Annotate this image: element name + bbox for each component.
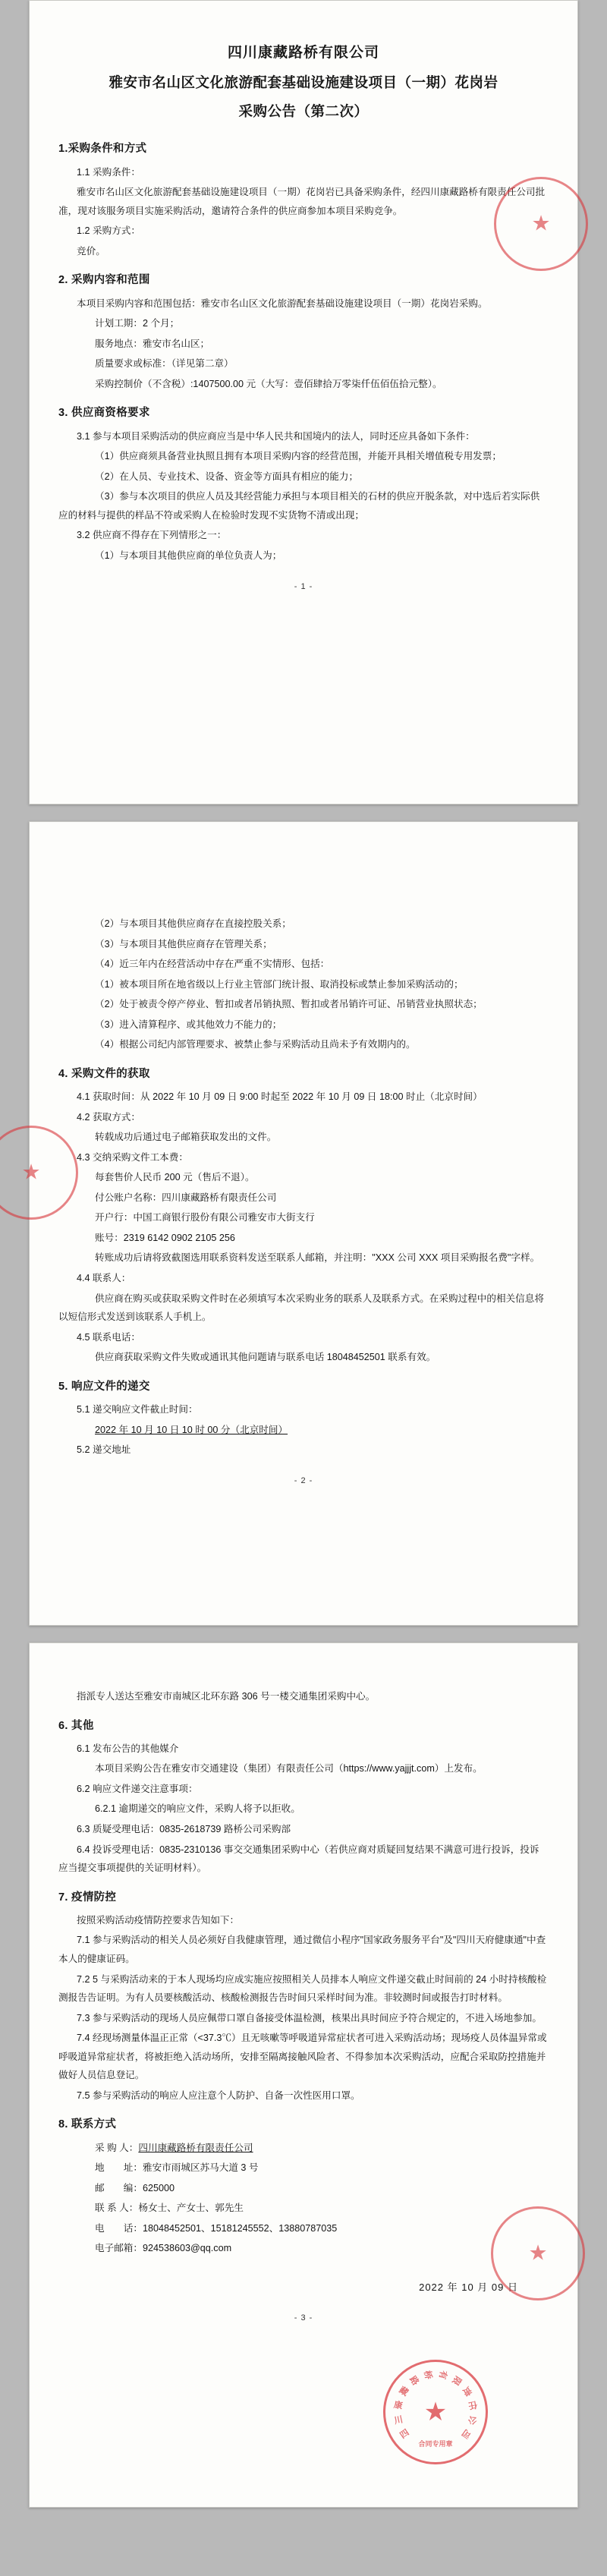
section-7-1: 7.1 参与采购活动的相关人员必须好自我健康管理，通过微信小程序"国家政务服务平台"及"四川天府健康通"中查本人的健康证码。 (58, 1935, 546, 1964)
section-5-heading: 5. 响应文件的递交 (58, 1380, 150, 1393)
company-name: 四川康藏路桥有限公司 (227, 44, 379, 61)
contact-label-postcode: 邮 编： (95, 2182, 143, 2193)
section-7-5: 7.5 参与采购活动的响应人应注意个人防护、自备一次性医用口罩。 (77, 2089, 360, 2101)
document-title-line1: 雅安市名山区文化旅游配套基础设施建设项目（一期）花岗岩 (109, 75, 498, 92)
section-6-4: 6.4 投诉受理电话：0835-2310136 事交交通集团采购中心（若供应商对质疑回复结果不满意可进行投诉，投诉应当提交事项提供的关证明材料）。 (58, 1844, 539, 1874)
section-1-1-body: 雅安市名山区文化旅游配套基础设施建设项目（一期）花岗岩已具备采购条件，经四川康藏路桥有限责任公司批准，现对该服务项目实施采购活动，邀请符合条件的供应商参加本项目采购竞争。 (58, 187, 546, 216)
contact-row-address (58, 2159, 549, 2178)
section-3-heading: 3. 供应商资格要求 (58, 407, 150, 420)
section-1-heading: 1.采购条件和方式 (58, 143, 147, 156)
section-2-control-price: 采购控制价（不含税）:1407500.00 元（大写：壹佰肆拾万零柒仟伍佰伍拾元整）。 (95, 378, 442, 389)
section-7-2: 7.2 5 与采购活动来的于本人现场均应成实施应按照相关人员排本人响应文件递交截止时间前的 24 小时持核酸检测报告告证明。为有人员要核酸活动、核酸检测报告告时间只采样时间为准。非较测时间或报告打时材料。 (58, 1973, 547, 2004)
section-7-heading: 7. 疫情防控 (58, 1891, 117, 1904)
section-7-4: 7.4 经现场测量体温正正常（<37.3℃）且无咳嗽等呼吸道异常症状者可进入采购活动场；现场疫人员体温异常或呼吸道异常症状者，将被拒绝入活动场所，安排至隔离接触风险者、不得参加本次采购活动，应配合采取防控措施并做好人员信息登记。 (58, 2033, 547, 2081)
contact-value-person: 杨女士、产女士、郭先生 (138, 2203, 244, 2214)
page2-item-6: （3）进入清算程序、或其他效力不能力的； (95, 1019, 282, 1030)
contact-row-email (58, 2239, 549, 2258)
section-1-2-body: 竞价。 (77, 245, 105, 257)
seal-ring-char: 路 (407, 2373, 422, 2388)
section-4-3-fee: 每套售价人民币 200 元（售后不退）。 (95, 1172, 255, 1183)
contact-value-phone: 18048452501、15181245552、13880787035 (142, 2222, 338, 2234)
section-6-2-1: 6.2.1 逾期递交的响应文件，采购人将予以拒收。 (95, 1803, 300, 1815)
page2-item-4: （1）被本项目所在地省级以上行业主管部门统计报、取消投标或禁止参加采购活动的； (95, 978, 464, 990)
contact-value-address: 雅安市雨城区苏马大道 3 号 (142, 2162, 259, 2174)
section-6-1-body: 本项目采购公告在雅安市交通建设（集团）有限责任公司（https://www.yajjjt.com）上发布。 (95, 1763, 483, 1775)
section-2-location: 服务地点：雅安市名山区； (95, 338, 210, 349)
section-8-heading: 8. 联系方式 (58, 2118, 117, 2131)
contact-row-postcode (58, 2179, 549, 2198)
section-4-heading: 4. 采购文件的获取 (58, 1067, 150, 1080)
section-3-1-item-3: （3）参与本次项目的供应人员及其经营能力承担与本项目相关的石材的供应开脱条款，对中选后若实际供应的材料与提供的样品不符或采购人在检验时发现不实货物不清或出现； (58, 491, 540, 521)
section-4-3-account-number: 账号：2319 6142 0902 2105 256 (95, 1232, 235, 1243)
page2-item-2: （3）与本项目其他供应商存在管理关系； (95, 938, 272, 949)
section-5-2: 5.2 递交地址 (77, 1444, 131, 1456)
official-company-seal (383, 2360, 488, 2464)
section-4-4-body: 供应商在购买或获取采购文件时在必须填写本次采购业务的联系人及联系方式。在采购过程中的相关信息将以短信形式发送到该联系人手机上。 (58, 1293, 544, 1323)
contact-row-person (58, 2199, 549, 2218)
section-4-3: 4.3 交纳采购文件工本费： (77, 1151, 188, 1163)
section-4-5: 4.5 联系电话： (77, 1331, 140, 1343)
contact-value-email: 924538603@qq.com (142, 2243, 232, 2254)
contact-label-purchaser: 采 购 人： (95, 2142, 139, 2153)
signature-date: 2022 年 10 月 09 日 (419, 2281, 518, 2293)
contact-value-postcode: 625000 (142, 2182, 175, 2193)
page-number-3: - 3 - (294, 2313, 313, 2323)
section-4-2-body: 转载成功后通过电子邮箱获取发出的文件。 (95, 1132, 277, 1143)
section-4-4: 4.4 联系人： (77, 1273, 131, 1284)
seal-ring-char: 桥 (422, 2369, 435, 2380)
section-4-1: 4.1 获取时间：从 2022 年 10 月 09 日 9:00 时起至 2022 年 10 月 09 日 18:00 时止（北京时间） (77, 1091, 483, 1103)
section-6-3: 6.3 质疑受理电话：0835-2618739 路桥公司采购部 (77, 1824, 291, 1834)
section-2-heading: 2. 采购内容和范围 (58, 274, 150, 287)
page-number-2: - 2 - (294, 1475, 313, 1485)
section-6-2: 6.2 响应文件递交注意事项： (77, 1783, 198, 1794)
section-5-1: 5.1 递交响应文件截止时间： (77, 1404, 198, 1416)
document-page-2 (21, 821, 578, 1626)
section-7-intro: 按照采购活动疫情防控要求告知如下： (77, 1914, 240, 1926)
seal-ring-text (385, 2362, 486, 2462)
section-4-2: 4.2 获取方式： (77, 1111, 140, 1123)
page3-lead: 指派专人送达至雅安市南城区北环东路 306 号一楼交通集团采购中心。 (77, 1691, 376, 1702)
company-seal-page3-edge (491, 2206, 585, 2300)
section-4-5-body: 供应商获取采购文件失败或通讯其他问题请与联系电话 18048452501 联系有效。 (95, 1352, 436, 1363)
section-2-duration: 计划工期：2 个月； (95, 318, 180, 329)
section-6-heading: 6. 其他 (58, 1719, 94, 1732)
document-page-1 (29, 0, 578, 805)
seal-ring-char: 川 (392, 2414, 404, 2426)
seal-ring-char: 任 (467, 2399, 479, 2412)
document-title-line2: 采购公告（第二次） (238, 104, 369, 121)
section-3-1-item-1: （1）供应商须具备营业执照且拥有本项目采购内容的经营范围，并能开具相关增值税专用发票； (95, 451, 502, 462)
seal-ring-char: 藏 (397, 2384, 410, 2398)
seal-ring-char: 责 (461, 2384, 474, 2398)
section-3-1-item-2: （2）在人员、专业技术、设备、资金等方面具有相应的能力； (95, 471, 359, 482)
seal-ring-char: 康 (392, 2398, 404, 2411)
section-3-2-item-1: （1）与本项目其他供应商的单位负责人为； (95, 550, 282, 562)
section-6-1: 6.1 发布公告的其他媒介 (77, 1743, 179, 1754)
seal-star-icon: ★ (528, 2241, 548, 2265)
seal-star-icon: ★ (531, 211, 551, 235)
section-5-1-deadline: 2022 年 10 月 10 日 10 时 00 分（北京时间） (95, 1424, 288, 1435)
contact-label-address: 地 址： (95, 2162, 143, 2174)
page2-item-1: （2）与本项目其他供应商存在直接控股关系； (95, 918, 291, 929)
section-1-2-label: 1.2 采购方式： (77, 225, 140, 237)
seal-ring-char: 四 (398, 2426, 411, 2441)
section-1-1-label: 1.1 采购条件： (77, 166, 140, 178)
contact-label-email: 电子邮箱： (95, 2243, 143, 2254)
seal-ring-char: 限 (450, 2374, 464, 2388)
section-4-3-bank: 开户行：中国工商银行股份有限公司雅安市大街支行 (95, 1212, 315, 1223)
contact-row-phone (58, 2219, 549, 2238)
section-3-2: 3.2 供应商不得存在下列情形之一： (77, 530, 227, 541)
seal-star-icon: ★ (21, 1160, 41, 1184)
section-4-3-note: 转账成功后请将致截图选用联系资料发送至联系人邮箱，并注明："XXX 公司 XXX 项目采购报名费"字样。 (95, 1252, 540, 1264)
section-2-scope: 本项目采购内容和范围包括：雅安市名山区文化旅游配套基础设施建设项目（一期）花岗岩采购。 (77, 298, 488, 309)
seal-star-icon: ★ (423, 2398, 448, 2426)
section-4-3-account-name: 付公账户名称：四川康藏路桥有限责任公司 (95, 1192, 277, 1203)
section-7-3: 7.3 参与采购活动的现场人员应佩带口罩自备接受体温检测，核果出具时间应予符合规定的，不进入场地参加。 (77, 2012, 542, 2023)
document-page-3 (29, 1642, 578, 2508)
company-seal-page1 (494, 177, 588, 271)
section-3-1: 3.1 参与本项目采购活动的供应商应当是中华人民共和国境内的法人，同时还应具备如下条件： (77, 430, 475, 442)
seal-bottom-label: 合同专用章 (418, 2440, 453, 2448)
page2-item-5: （2）处于被责令停产停业、暂扣或者吊销执照、暂扣或者吊销许可证、吊销营业执照状态； (95, 999, 483, 1010)
seal-ring-char: 公 (467, 2414, 478, 2426)
seal-ring-char: 有 (437, 2370, 450, 2381)
contact-label-phone: 电 话： (95, 2222, 143, 2234)
contact-value-purchaser: 四川康藏路桥有限责任公司 (138, 2142, 253, 2153)
page2-item-7: （4）根据公司纪内部管理要求、被禁止参与采购活动且尚未予有效期内的。 (95, 1039, 416, 1050)
page2-item-3: （4）近三年内在经营活动中存在严重不实情形、包括： (95, 959, 330, 970)
contact-row-purchaser (58, 2139, 549, 2158)
contact-label-person: 联 系 人： (95, 2203, 139, 2214)
page-number-1: - 1 - (294, 581, 313, 591)
section-2-quality: 质量要求或标准：（详见第二章） (95, 358, 234, 370)
seal-ring-char: 司 (460, 2426, 473, 2441)
